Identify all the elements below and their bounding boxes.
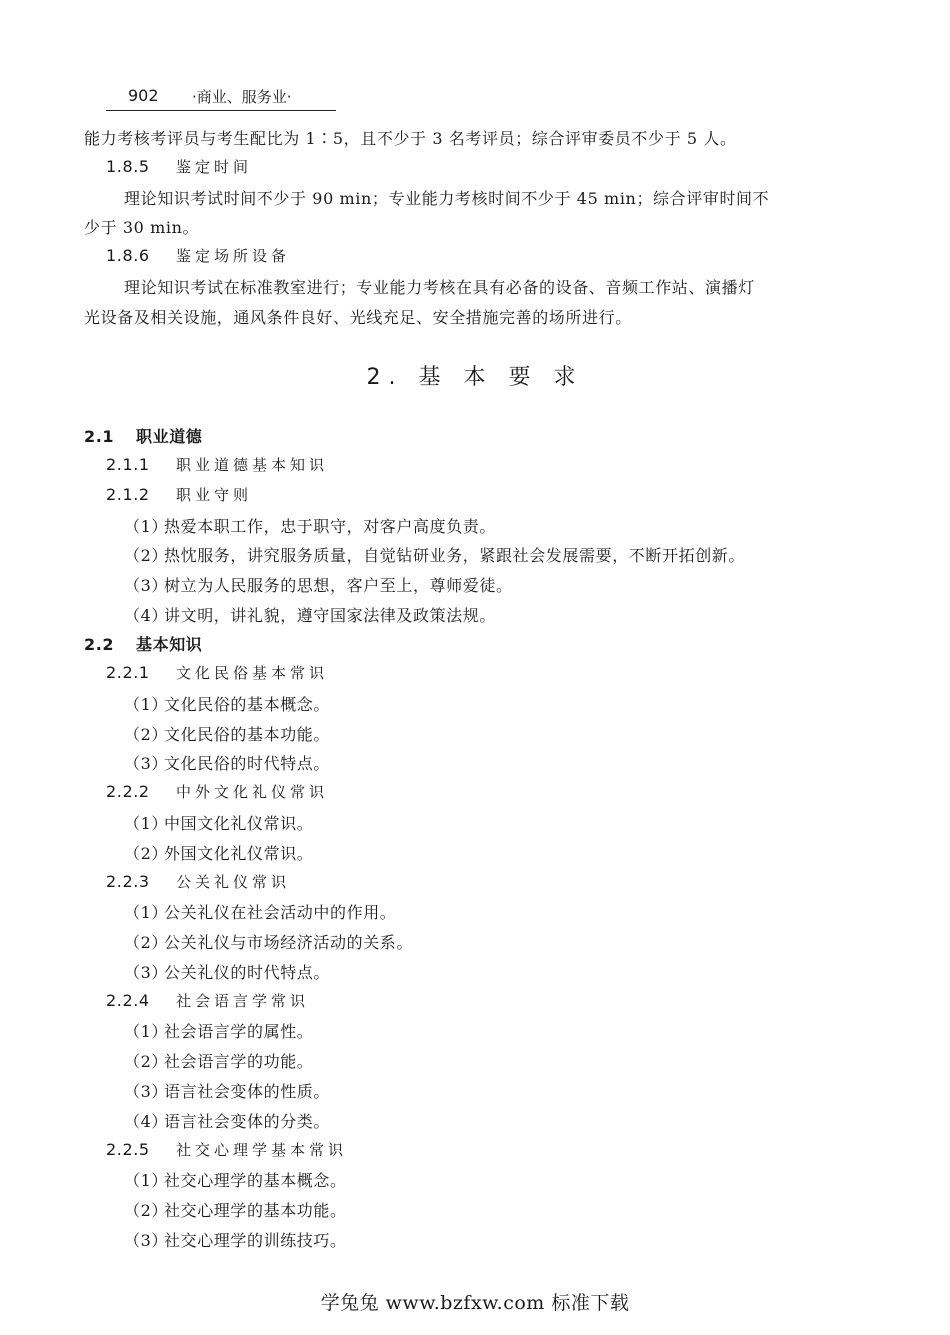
list-item <box>124 811 313 834</box>
page-number: 902 <box>128 86 159 105</box>
subsection-number: 2.1.2 <box>106 485 150 504</box>
item-prefix: （2） <box>124 546 168 565</box>
paragraph-line: 少于 30 min。 <box>84 218 200 237</box>
item-prefix: （1） <box>124 695 168 714</box>
item-prefix: （3） <box>124 576 168 595</box>
item-text: 语言社会变体的分类。 <box>164 1112 331 1131</box>
subsection-title: 职业道德基本知识 <box>176 456 329 474</box>
item-text: 热忱服务，讲究服务质量，自觉钻研业务，紧跟社会发展需要，不断开拓创新。 <box>164 546 746 565</box>
item-prefix: （2） <box>124 844 168 863</box>
item-text: 语言社会变体的性质。 <box>164 1082 331 1101</box>
subsection-number: 2.2.1 <box>106 663 150 682</box>
subsection-heading <box>106 245 290 266</box>
item-prefix: （1） <box>124 814 168 833</box>
subsection-heading <box>106 484 252 505</box>
subsection-heading <box>106 1139 347 1160</box>
subsection-title: 鉴定场所设备 <box>176 247 291 265</box>
subsection-number: 1.8.5 <box>106 157 150 176</box>
list-item <box>124 751 330 774</box>
item-prefix: （1） <box>124 1171 168 1190</box>
subsection-number: 2.2.2 <box>106 782 150 801</box>
list-item <box>124 900 396 923</box>
subsection-title: 鉴定时间 <box>176 158 253 176</box>
subsection-heading <box>106 990 309 1011</box>
item-text: 文化民俗的时代特点。 <box>164 754 331 773</box>
subsection-number: 1.8.6 <box>106 246 150 265</box>
item-prefix: （3） <box>124 1231 168 1250</box>
paragraph-line: 光设备及相关设施，通风条件良好、光线充足、安全措施完善的场所进行。 <box>84 308 632 327</box>
item-prefix: （3） <box>124 1082 168 1101</box>
list-item <box>124 1198 347 1221</box>
item-text: 社交心理学的基本概念。 <box>164 1171 347 1190</box>
section-label: ·商业、服务业· <box>192 88 292 106</box>
list-item <box>124 930 413 953</box>
item-text: 社会语言学的功能。 <box>164 1052 314 1071</box>
item-prefix: （1） <box>124 517 168 536</box>
item-text: 文化民俗的基本概念。 <box>164 695 331 714</box>
item-prefix: （2） <box>124 725 168 744</box>
subsection-heading <box>106 156 252 177</box>
paragraph-line: 能力考核考评员与考生配比为 1∶5，且不少于 3 名考评员；综合评审委员不少于 5 人。 <box>84 129 737 148</box>
item-text: 外国文化礼仪常识。 <box>164 844 314 863</box>
subsection-heading <box>106 871 290 892</box>
item-text: 树立为人民服务的思想，客户至上，尊师爱徒。 <box>164 576 513 595</box>
list-item <box>124 1168 347 1191</box>
item-text: 公关礼仪在社会活动中的作用。 <box>164 903 397 922</box>
list-item <box>124 514 496 537</box>
subsection-heading <box>106 454 328 475</box>
section-heading <box>84 632 202 655</box>
item-text: 社交心理学的训练技巧。 <box>164 1231 347 1250</box>
item-prefix: （2） <box>124 933 168 952</box>
section-heading <box>84 424 202 447</box>
subsection-number: 2.2.4 <box>106 991 150 1010</box>
list-item <box>124 1109 330 1132</box>
item-prefix: （4） <box>124 1112 168 1131</box>
list-item <box>124 1079 330 1102</box>
item-prefix: （3） <box>124 754 168 773</box>
section-title: 基本知识 <box>136 635 203 654</box>
item-text: 公关礼仪与市场经济活动的关系。 <box>164 933 414 952</box>
item-text: 文化民俗的基本功能。 <box>164 725 331 744</box>
item-text: 社会语言学的属性。 <box>164 1022 314 1041</box>
page-header <box>106 84 336 111</box>
subsection-number: 2.2.3 <box>106 872 150 891</box>
list-item <box>124 692 330 715</box>
list-item <box>124 543 745 566</box>
item-prefix: （1） <box>124 1022 168 1041</box>
section-number: 2.1 <box>84 427 115 446</box>
footer-watermark: 学兔兔 www.bzfxw.com 标准下载 <box>320 1292 630 1314</box>
subsection-heading <box>106 781 328 802</box>
item-text: 讲文明，讲礼貌，遵守国家法律及政策法规。 <box>164 606 497 625</box>
item-prefix: （2） <box>124 1052 168 1071</box>
list-item <box>124 960 330 983</box>
list-item <box>124 1049 313 1072</box>
section-title: 职业道德 <box>136 427 203 446</box>
chapter-title: 2. 基 本 要 求 <box>366 365 584 390</box>
list-item <box>124 841 313 864</box>
paragraph-line: 理论知识考试时间不少于 90 min；专业能力考核时间不少于 45 min；综合评审时间不 <box>124 189 770 208</box>
list-item <box>124 722 330 745</box>
subsection-title: 职业守则 <box>176 486 253 504</box>
subsection-title: 社会语言学常识 <box>176 992 310 1010</box>
item-text: 热爱本职工作，忠于职守，对客户高度负责。 <box>164 517 497 536</box>
list-item <box>124 573 513 596</box>
item-text: 社交心理学的基本功能。 <box>164 1201 347 1220</box>
list-item <box>124 1228 347 1251</box>
item-prefix: （2） <box>124 1201 168 1220</box>
paragraph-line: 理论知识考试在标准教室进行；专业能力考核在具有必备的设备、音频工作站、演播灯 <box>124 278 755 297</box>
item-text: 公关礼仪的时代特点。 <box>164 963 331 982</box>
section-number: 2.2 <box>84 635 115 654</box>
subsection-title: 社交心理学基本常识 <box>176 1141 348 1159</box>
item-prefix: （1） <box>124 903 168 922</box>
subsection-number: 2.2.5 <box>106 1140 150 1159</box>
item-prefix: （4） <box>124 606 168 625</box>
subsection-heading <box>106 662 328 683</box>
subsection-number: 2.1.1 <box>106 455 150 474</box>
item-prefix: （3） <box>124 963 168 982</box>
list-item <box>124 1019 313 1042</box>
item-text: 中国文化礼仪常识。 <box>164 814 314 833</box>
subsection-title: 文化民俗基本常识 <box>176 664 329 682</box>
subsection-title: 公关礼仪常识 <box>176 873 291 891</box>
subsection-title: 中外文化礼仪常识 <box>176 783 329 801</box>
list-item <box>124 603 496 626</box>
